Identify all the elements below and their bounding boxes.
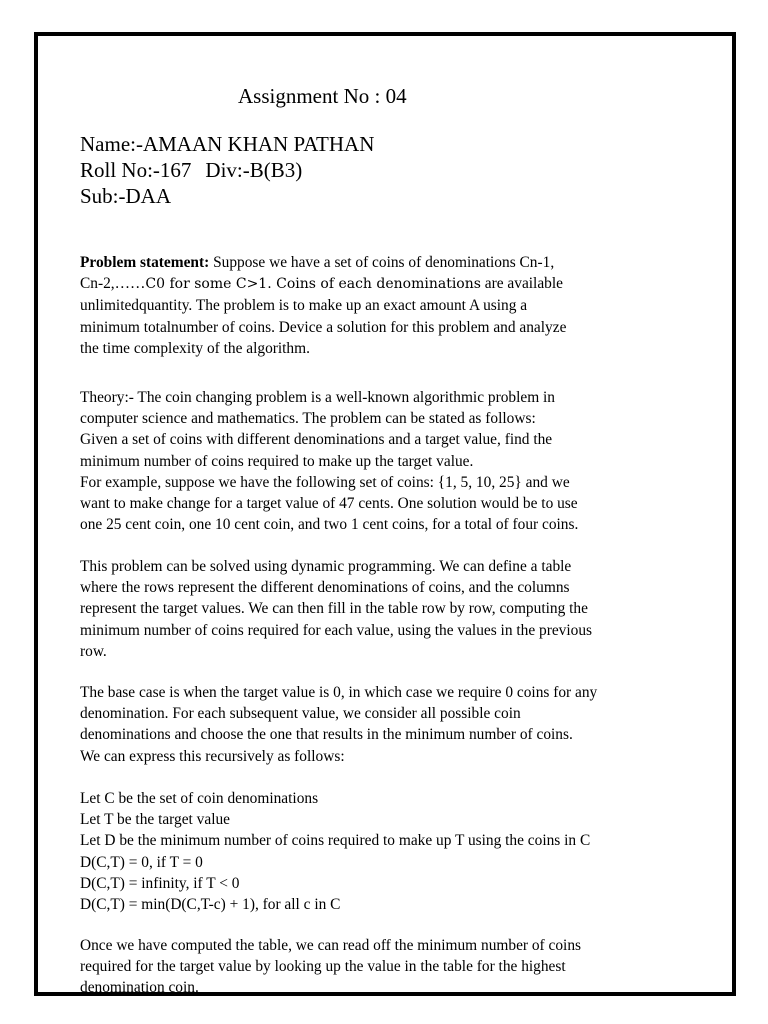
theory-line: want to make change for a target value of 47 cents. One solution would be to use bbox=[80, 495, 578, 513]
division: Div:-B(B3) bbox=[205, 158, 303, 182]
problem-line: the time complexity of the algorithm. bbox=[80, 339, 310, 357]
assignment-title: Assignment No : 04 bbox=[238, 84, 407, 108]
definition-line: D(C,T) = 0, if T = 0 bbox=[80, 853, 203, 871]
dp-paragraph bbox=[80, 556, 700, 662]
theory-line: computer science and mathematics. The problem can be stated as follows: bbox=[80, 410, 536, 428]
base-case-paragraph bbox=[80, 682, 700, 767]
base-case-line: denomination. For each subsequent value, we consider all possible coin bbox=[80, 705, 521, 723]
dp-line: row. bbox=[80, 642, 107, 660]
theory-paragraph bbox=[80, 387, 700, 535]
roll-number: Roll No:-167 bbox=[80, 158, 192, 182]
definition-line: Let T be the target value bbox=[80, 811, 231, 829]
roll-division-line bbox=[80, 158, 302, 183]
subject: Sub:-DAA bbox=[80, 184, 172, 208]
page-border bbox=[34, 32, 736, 996]
conclusion-line: denomination coin. bbox=[80, 979, 199, 996]
problem-line: minimum totalnumber of coins. Device a solution for this problem and analyze bbox=[80, 318, 567, 336]
base-case-line: The base case is when the target value is 0, in which case we require 0 coins for any bbox=[80, 684, 598, 701]
dp-line: minimum number of coins required for each value, using the values in the previous bbox=[80, 621, 593, 639]
theory-line: one 25 cent coin, one 10 cent coin, and two 1 cent coins, for a total of four coins. bbox=[80, 516, 579, 534]
definitions-block bbox=[80, 788, 700, 915]
problem-line: unlimitedquantity. The problem is to make up an exact amount A using a bbox=[80, 297, 528, 315]
dp-line: represent the target values. We can then fill in the table row by row, computing the bbox=[80, 600, 588, 618]
theory-line: minimum number of coins required to make up the target value. bbox=[80, 452, 474, 470]
base-case-line: denominations and choose the one that results in the minimum number of coins. bbox=[80, 726, 573, 744]
theory-line: Given a set of coins with different denominations and a target value, find the bbox=[80, 431, 553, 449]
conclusion-line: required for the target value by looking up the value in the table for the highest bbox=[80, 958, 566, 976]
definition-line: Let C be the set of coin denominations bbox=[80, 790, 319, 807]
dp-line: This problem can be solved using dynamic programming. We can define a table bbox=[80, 558, 572, 575]
problem-statement bbox=[80, 252, 700, 359]
student-name: Name:-AMAAN KHAN PATHAN bbox=[80, 132, 375, 156]
definition-line: Let D be the minimum number of coins required to make up T using the coins in C bbox=[80, 832, 591, 850]
problem-label: Problem statement: bbox=[80, 254, 210, 271]
theory-line: Theory:- The coin changing problem is a well-known algorithmic problem in bbox=[80, 389, 555, 406]
definition-line: D(C,T) = min(D(C,T-c) + 1), for all c in C bbox=[80, 896, 341, 914]
problem-line: Cn-2,……C0 for some C>1. Coins of each denominations are available bbox=[80, 275, 563, 293]
theory-line: For example, suppose we have the following set of coins: {1, 5, 10, 25} and we bbox=[80, 473, 570, 491]
definition-line: D(C,T) = infinity, if T < 0 bbox=[80, 874, 240, 892]
problem-line: Problem statement: Suppose we have a set of coins of denominations Cn-1, bbox=[80, 254, 555, 271]
dp-line: where the rows represent the different denominations of coins, and the columns bbox=[80, 579, 570, 597]
conclusion-paragraph bbox=[80, 935, 700, 996]
base-case-line: We can express this recursively as follows: bbox=[80, 747, 345, 765]
conclusion-line: Once we have computed the table, we can read off the minimum number of coins bbox=[80, 937, 582, 954]
